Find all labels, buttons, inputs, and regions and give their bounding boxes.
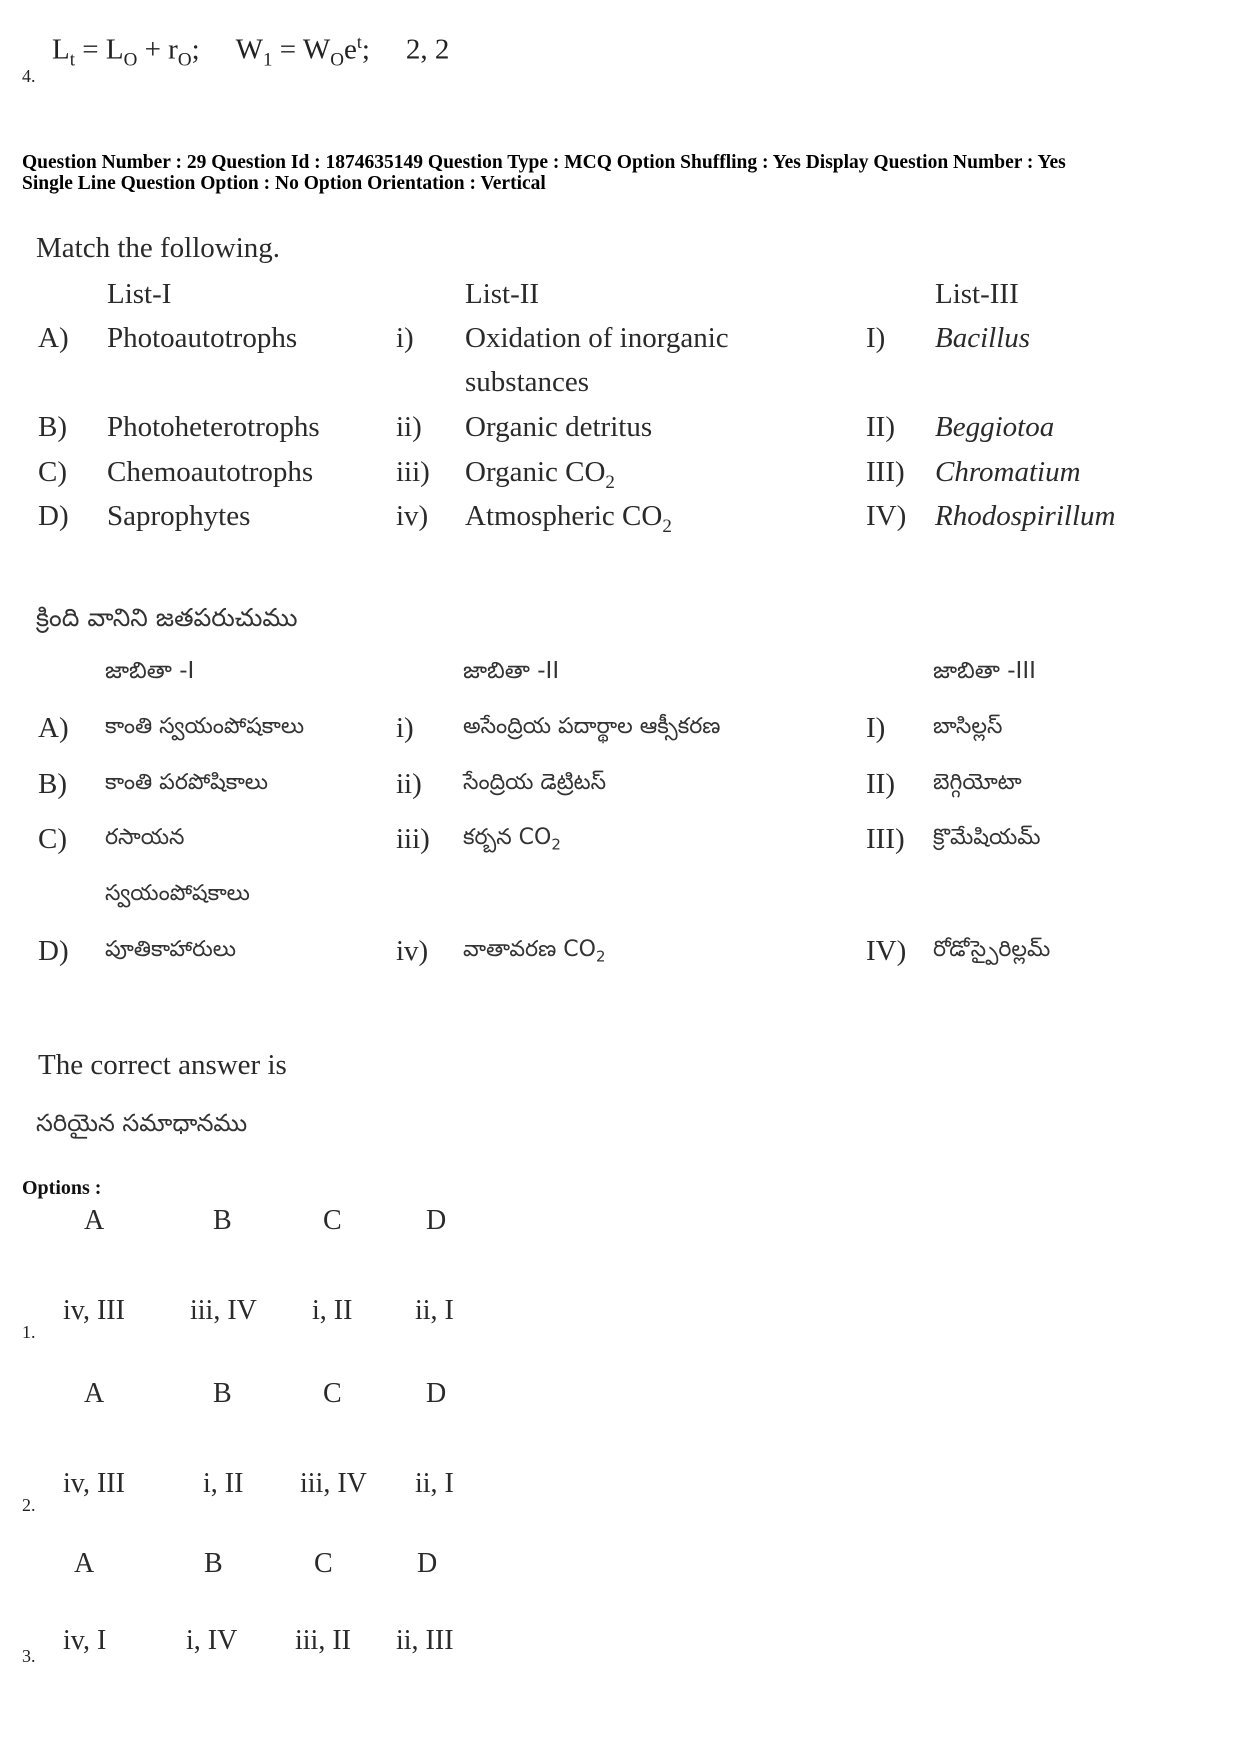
list-1-item-telugu: రసాయన [105,825,185,850]
list-2-item: Organic $CO_2$ [465,456,615,493]
list-2-item: Organic detritus [465,411,653,443]
list-3-label: III) [866,456,905,488]
list-2-header: List-II [465,278,540,310]
list-3-item: Bacillus [935,322,1031,354]
option-header: A [84,1205,105,1236]
option-value: iii, IV [190,1295,257,1326]
list-2-item: Atmospheric $CO_2$ [465,500,672,537]
question-meta [22,152,1066,194]
list-2-label: i) [396,712,414,744]
list-2-label: ii) [396,768,422,800]
list-2-item-telugu: వాతావరణ $CO_2$ [463,937,606,966]
list-3-label: I) [866,322,886,354]
list-3-item: Chromatium [935,456,1081,488]
option-number: 4. [22,66,36,86]
option-number: 2. [22,1495,36,1515]
list-3-item-telugu: క్రొమేషియమ్ [933,825,1041,850]
row-label: A) [38,712,69,744]
list-3-label: II) [866,768,895,800]
list-2-label: iv) [396,500,429,532]
option-value: ii, I [415,1295,454,1326]
question-title-telugu: క్రింది వానిని జతపరుచుము [36,603,298,632]
list-2-header-telugu: జాబితా -II [463,658,560,684]
option-header: C [323,1205,342,1236]
formula: $L_t = L_O + r_O$; $W_1 = W_Oe^t$; 2, 2 [52,32,450,71]
option-header: D [426,1378,447,1409]
list-3-label: IV) [866,500,907,532]
list-3-item: Rhodospirillum [935,500,1116,532]
option-value: i, IV [186,1625,238,1656]
list-2-label: iii) [396,823,430,855]
list-2-item-telugu: అసేంద్రియ పదార్థాల ఆక్సీకరణ [463,714,721,739]
row-label: D) [38,935,69,967]
list-1-item: Saprophytes [107,500,251,532]
option-number: 1. [22,1322,36,1342]
option-value: iv, III [63,1295,125,1326]
option-header: D [426,1205,447,1236]
option-value: iv, III [63,1468,125,1499]
list-2-item: Oxidation of inorganic [465,322,729,354]
row-label: B) [38,768,67,800]
option-header: C [323,1378,342,1409]
list-2-item-continued: substances [465,366,590,398]
list-1-item-telugu: పూతికాహారులు [105,937,236,962]
list-1-item-telugu: కాంతి పరపోషికాలు [105,770,269,795]
list-3-header-telugu: జాబితా -III [933,658,1036,684]
list-2-label: iii) [396,456,430,488]
options-label: Options : [22,1177,102,1199]
list-3-item-telugu: రోడోస్పైరిల్లమ్ [933,937,1051,962]
row-label: C) [38,456,67,488]
list-1-item: Photoautotrophs [107,322,298,354]
option-header: B [213,1378,232,1409]
option-header: B [204,1548,223,1579]
option-value: iii, IV [300,1468,367,1499]
row-label: D) [38,500,69,532]
list-3-item-telugu: బెగ్గియోటా [933,770,1022,795]
list-1-item-telugu: కాంతి స్వయంపోషకాలు [105,714,305,739]
meta-line-2: Single Line Question Option : No Option Orientation : Vertical [22,173,546,194]
list-1-item-telugu-continued: స్వయంపోషకాలు [105,881,250,906]
list-3-label: IV) [866,935,907,967]
option-value: i, II [312,1295,353,1326]
option-value: iii, II [295,1625,351,1656]
option-value: i, II [203,1468,244,1499]
question-title: Match the following. [36,232,281,264]
list-3-label: I) [866,712,886,744]
list-2-item-telugu: సేంద్రియ డెట్రిటస్ [463,770,607,795]
option-number: 3. [22,1646,36,1666]
answer-prompt-telugu: సరియైన సమాధానము [36,1109,248,1137]
answer-prompt: The correct answer is [38,1049,287,1081]
list-1-item: Photoheterotrophs [107,411,320,443]
list-1-header: List-I [107,278,172,310]
meta-line-1: Question Number : 29 Question Id : 1874635149 Question Type : MCQ Option Shuffling : Yes Display Question Number : Yes [22,152,1066,173]
option-header: A [84,1378,105,1409]
list-3-header: List-III [935,278,1019,310]
list-2-label: iv) [396,935,429,967]
list-2-item-telugu: కర్బన $CO_2$ [463,825,561,854]
option-header: B [213,1205,232,1236]
list-2-label: i) [396,322,414,354]
list-3-label: III) [866,823,905,855]
list-3-item: Beggiotoa [935,411,1055,443]
list-3-item-telugu: బాసిల్లస్ [933,714,1003,739]
option-value: ii, III [396,1625,454,1656]
row-label: B) [38,411,67,443]
option-header: C [314,1548,333,1579]
option-header: D [417,1548,438,1579]
option-header: A [74,1548,95,1579]
list-2-label: ii) [396,411,422,443]
list-3-label: II) [866,411,895,443]
row-label: A) [38,322,69,354]
list-1-item: Chemoautotrophs [107,456,314,488]
list-1-header-telugu: జాబితా -I [105,658,195,684]
row-label: C) [38,823,67,855]
option-value: iv, I [63,1625,107,1656]
option-value: ii, I [415,1468,454,1499]
